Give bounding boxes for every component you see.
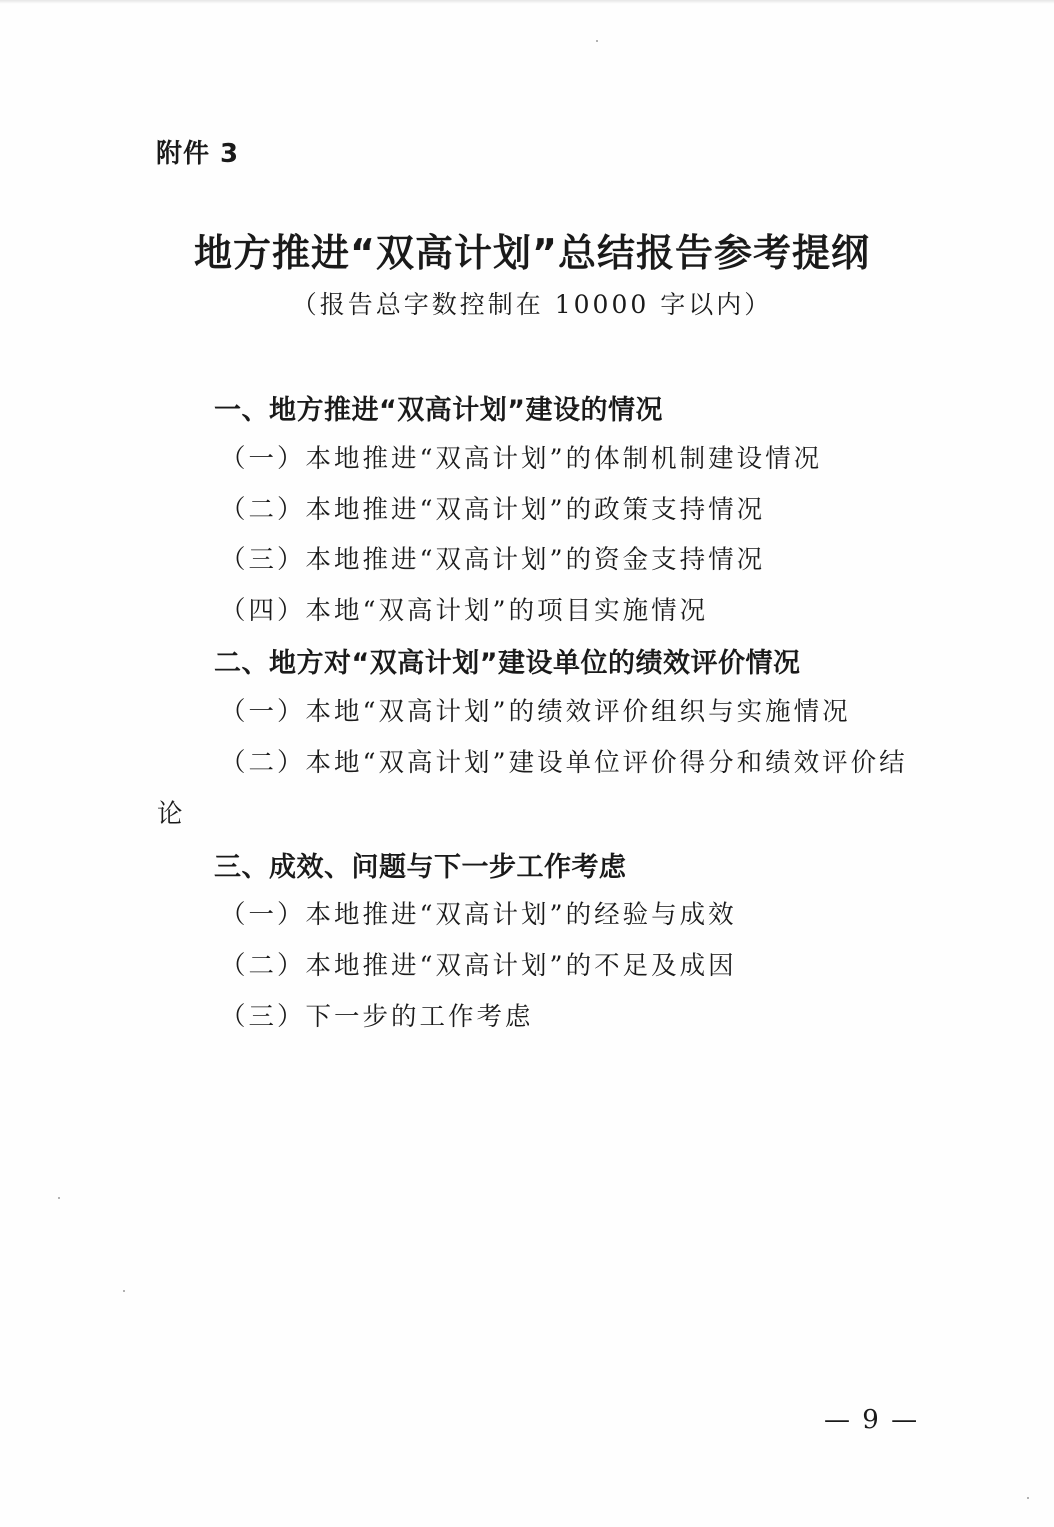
scan-speck <box>596 40 598 42</box>
document-title: 地方推进“双高计划”总结报告参考提纲 <box>194 231 870 275</box>
outline-item-continuation: 论 <box>157 799 183 829</box>
scan-speck <box>58 1197 60 1199</box>
outline-item: （二）本地推进“双高计划”的政策支持情况 <box>220 495 766 525</box>
outline-item: （一）本地推进“双高计划”的体制机制建设情况 <box>220 444 823 474</box>
section-heading-3: 三、成效、问题与下一步工作考虑 <box>214 852 627 883</box>
outline-item: （二）本地“双高计划”建设单位评价得分和绩效评价结 <box>220 748 908 778</box>
outline-item: （一）本地推进“双高计划”的经验与成效 <box>220 900 737 930</box>
page-number: — 9 — <box>824 1405 920 1435</box>
scan-speck <box>123 1290 125 1292</box>
attachment-label: 附件 3 <box>156 139 240 169</box>
outline-item: （四）本地“双高计划”的项目实施情况 <box>220 596 709 626</box>
outline-item: （三）下一步的工作考虑 <box>220 1002 534 1032</box>
section-heading-2: 二、地方对“双高计划”建设单位的绩效评价情况 <box>214 648 801 679</box>
outline-item: （二）本地推进“双高计划”的不足及成因 <box>220 951 737 981</box>
scan-speck <box>1027 1497 1029 1499</box>
scan-top-edge <box>0 0 1054 4</box>
outline-item: （三）本地推进“双高计划”的资金支持情况 <box>220 545 766 575</box>
document-subtitle: （报告总字数控制在 10000 字以内） <box>291 290 773 319</box>
section-heading-1: 一、地方推进“双高计划”建设的情况 <box>214 395 663 426</box>
outline-item: （一）本地“双高计划”的绩效评价组织与实施情况 <box>220 697 851 727</box>
